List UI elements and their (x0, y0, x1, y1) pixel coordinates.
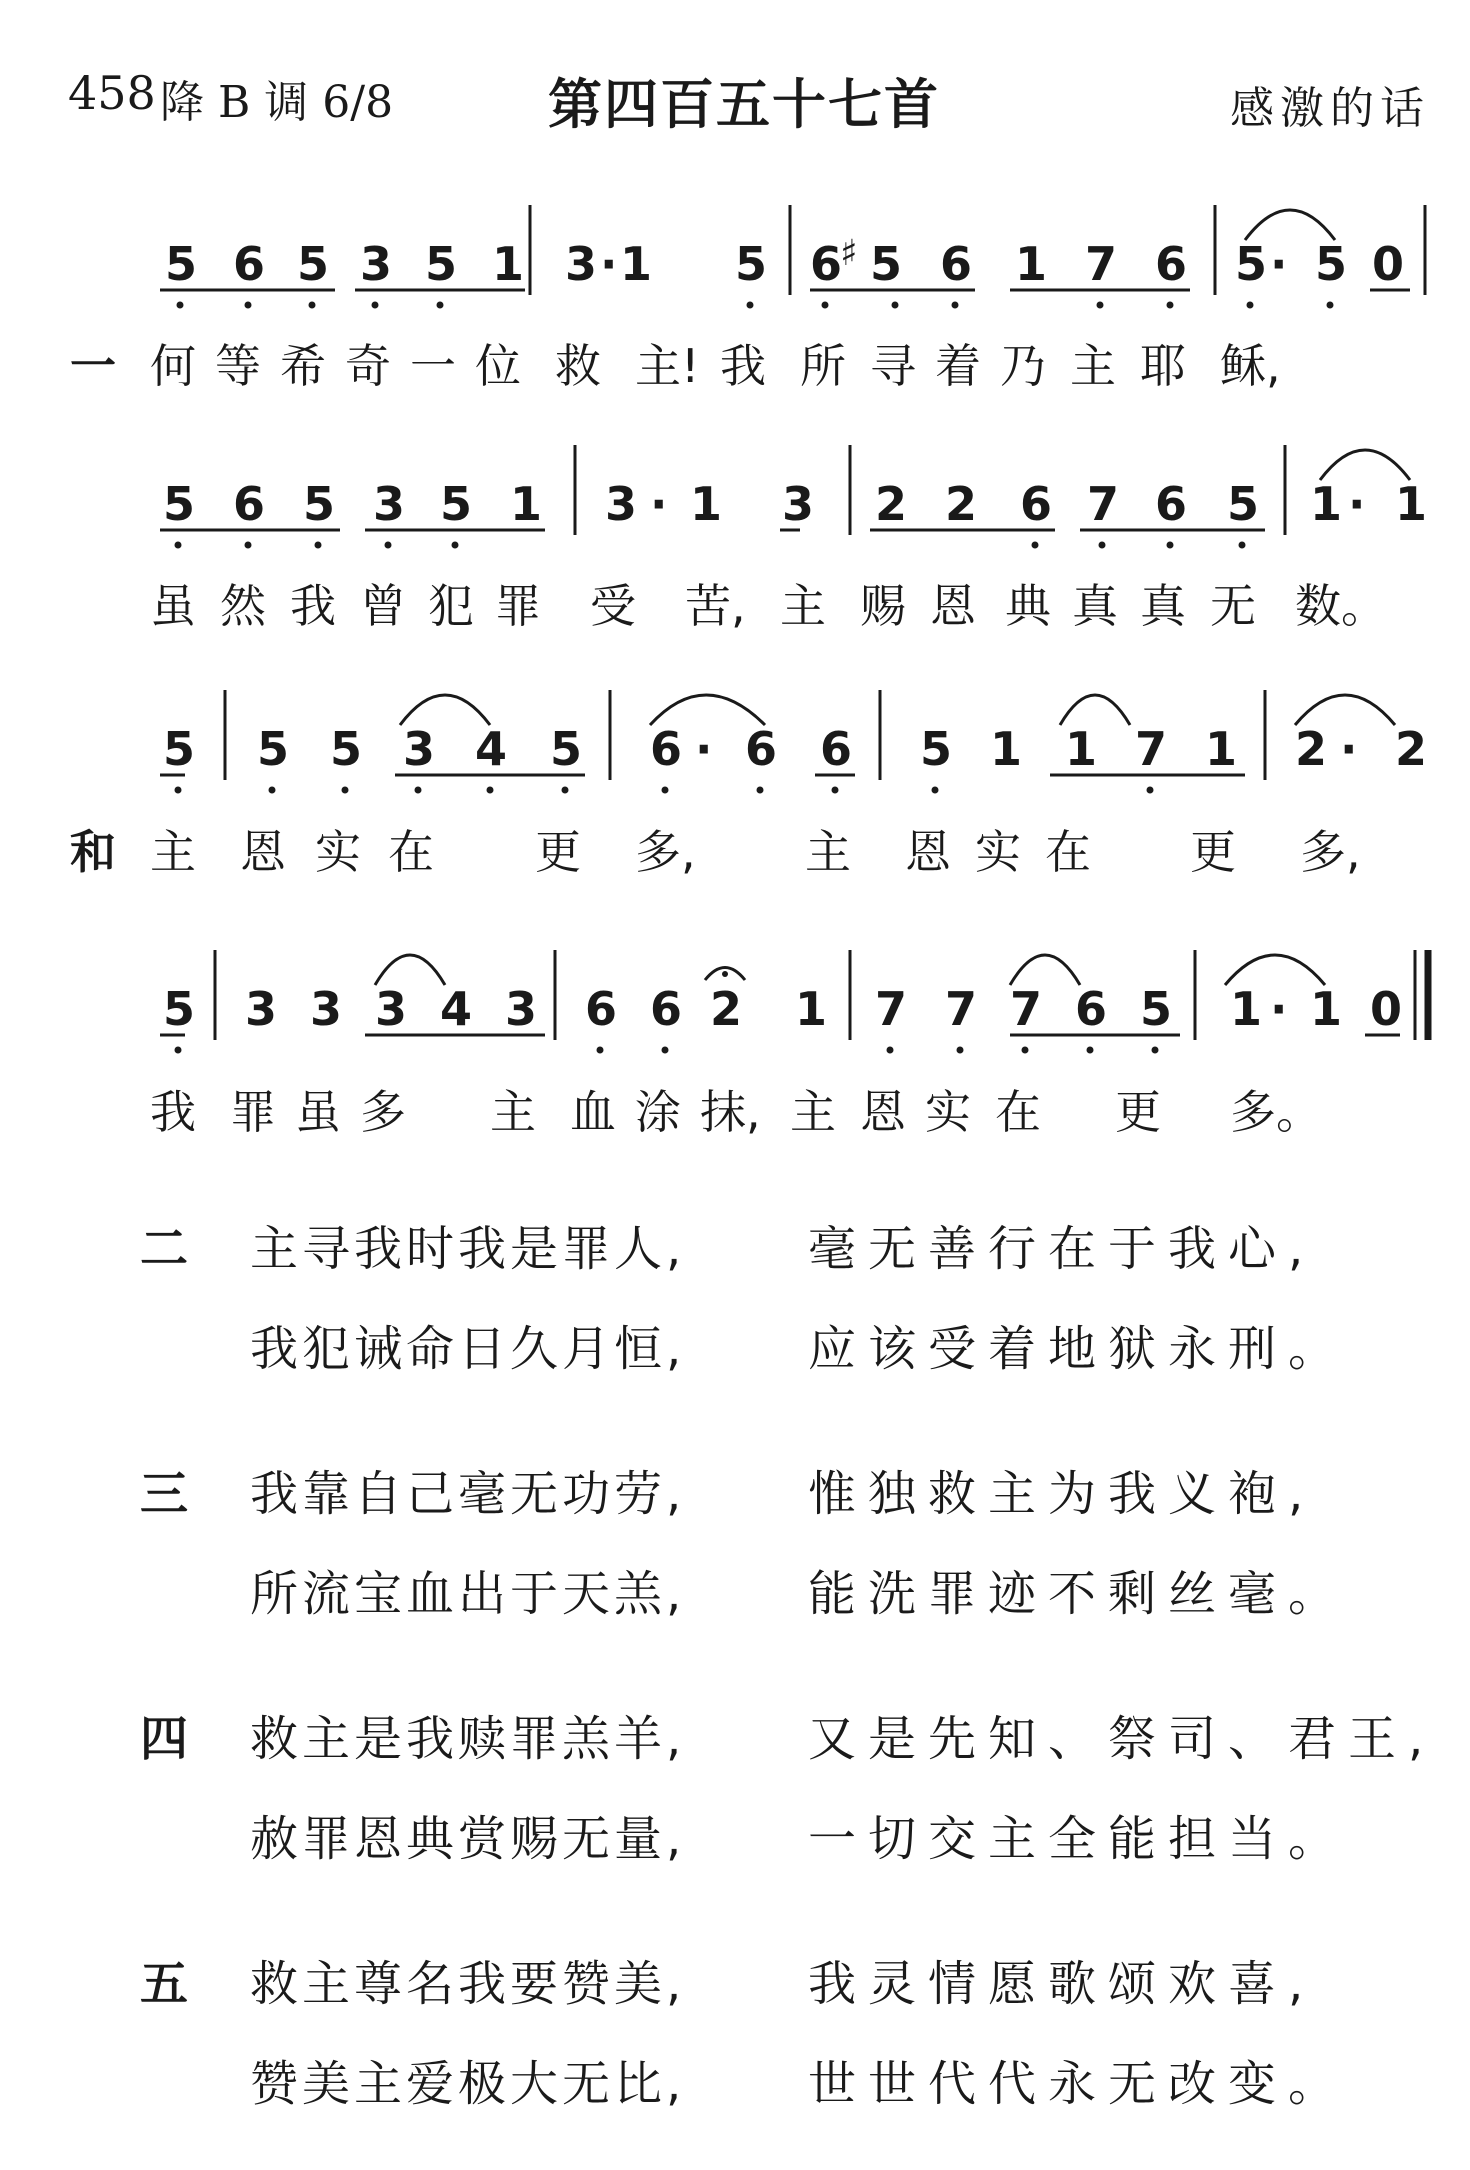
verse-text: 赞美主爱极大无比, (250, 2056, 686, 2112)
lyric: 主! (635, 339, 700, 393)
lyric: 更 (1190, 825, 1236, 879)
verse-line (0, 1700, 1470, 1770)
lyric: 抹, (700, 1085, 761, 1139)
svg-text:5: 5 (163, 722, 196, 776)
verse-line (0, 1210, 1470, 1280)
svg-text:0: 0 (1370, 982, 1403, 1036)
svg-text:6: 6 (1155, 237, 1188, 291)
svg-text:6: 6 (1155, 477, 1188, 531)
svg-text:1: 1 (1065, 722, 1098, 776)
svg-text:1: 1 (795, 982, 828, 1036)
svg-text:5: 5 (257, 722, 290, 776)
lyric: 赐 (860, 579, 906, 633)
svg-text:1: 1 (1230, 982, 1263, 1036)
lyric: 稣, (1220, 339, 1281, 393)
svg-text:2: 2 (1395, 722, 1428, 776)
lyric: 苦, (685, 579, 746, 633)
lyric: 多 (360, 1085, 406, 1139)
svg-text:5: 5 (163, 982, 196, 1036)
svg-text:1: 1 (1395, 477, 1428, 531)
svg-text:5: 5 (330, 722, 363, 776)
svg-text:3: 3 (505, 982, 538, 1036)
verse-text: 能洗罪迹不剩丝毫。 (808, 1566, 1349, 1622)
lyric: 恩 (240, 825, 286, 879)
svg-text:3: 3 (403, 722, 436, 776)
verse-text: 我灵情愿歌颂欢喜, (808, 1956, 1316, 2012)
verse-label: 一 (70, 339, 116, 393)
svg-text:6: 6 (810, 237, 843, 291)
svg-text:1: 1 (1310, 477, 1343, 531)
svg-text:6: 6 (650, 722, 683, 776)
key-signature: 降 B 调 6/8 (160, 77, 394, 128)
lyric: 乃 (1000, 339, 1046, 393)
svg-text:6: 6 (1075, 982, 1108, 1036)
hymn-category: 感激的话 (1230, 83, 1430, 134)
verse-number: 三 (140, 1466, 189, 1522)
svg-text:7: 7 (1010, 982, 1043, 1036)
lyric: 涂 (635, 1085, 681, 1139)
verse-text: 所流宝血出于天羔, (250, 1566, 686, 1622)
lyric: 犯 (428, 579, 474, 633)
svg-text:3: 3 (360, 237, 393, 291)
verse-text: 救主尊名我要赞美, (250, 1956, 686, 2012)
svg-text:5: 5 (1235, 237, 1268, 291)
svg-text:6: 6 (820, 722, 853, 776)
verse-text: 一切交主全能担当。 (808, 1811, 1349, 1867)
svg-text:3: 3 (782, 477, 815, 531)
verse-line (0, 1555, 1470, 1625)
svg-text:4: 4 (475, 722, 508, 776)
svg-text:6: 6 (233, 237, 266, 291)
svg-text:7: 7 (1087, 477, 1120, 531)
lyric: 一 (410, 339, 456, 393)
lyric: 救 (555, 339, 601, 393)
svg-text:♯: ♯ (840, 233, 858, 274)
lyric: 然 (220, 579, 266, 633)
svg-text:6: 6 (585, 982, 618, 1036)
verse-text: 惟独救主为我义袍, (808, 1466, 1316, 1522)
lyric: 真 (1140, 579, 1186, 633)
verse-line (0, 2045, 1470, 2115)
lyric: 所 (800, 339, 846, 393)
lyric: 我 (290, 579, 336, 633)
lyric: 在 (1045, 825, 1091, 879)
lyric: 耶 (1140, 339, 1186, 393)
svg-text:5: 5 (440, 477, 473, 531)
lyric: 罪 (230, 1085, 276, 1139)
svg-text:5: 5 (303, 477, 336, 531)
svg-text:1: 1 (990, 722, 1023, 776)
verse-text: 世世代代永无改变。 (808, 2056, 1349, 2112)
svg-text:6: 6 (233, 477, 266, 531)
lyric: 主 (805, 825, 851, 879)
lyric: 恩 (860, 1085, 906, 1139)
svg-text:5: 5 (425, 237, 458, 291)
lyric: 在 (995, 1085, 1041, 1139)
svg-text:·: · (1348, 477, 1366, 531)
svg-text:2: 2 (875, 477, 908, 531)
svg-text:6: 6 (745, 722, 778, 776)
lyric: 典 (1005, 579, 1051, 633)
svg-text:1: 1 (1310, 982, 1343, 1036)
verse-text: 毫无善行在于我心, (808, 1221, 1316, 1277)
verse-line (0, 1945, 1470, 2015)
lyric: 奇 (345, 339, 391, 393)
svg-text:0: 0 (1372, 237, 1405, 291)
hymn-title: 第四百五十七首 (548, 73, 940, 136)
svg-text:7: 7 (1085, 237, 1118, 291)
hymn-number: 458 (68, 66, 156, 120)
verse-number: 四 (140, 1711, 189, 1767)
verse-line (0, 1455, 1470, 1525)
lyric: 恩 (930, 579, 976, 633)
verse-text: 救主是我赎罪羔羊, (250, 1711, 686, 1767)
verse-line (0, 1310, 1470, 1380)
lyric: 希 (280, 339, 326, 393)
svg-text:1: 1 (1015, 237, 1048, 291)
verse-text: 主寻我时我是罪人, (250, 1221, 686, 1277)
lyric: 实 (925, 1085, 971, 1139)
lyric: 何 (150, 339, 196, 393)
lyric: 位 (475, 339, 521, 393)
verse-text: 我靠自己毫无功劳, (250, 1466, 686, 1522)
svg-text:2: 2 (945, 477, 978, 531)
svg-text:3: 3 (373, 477, 406, 531)
svg-text:5: 5 (735, 237, 768, 291)
lyric: 无 (1210, 579, 1256, 633)
lyric: 恩 (905, 825, 951, 879)
verse-number: 五 (140, 1956, 189, 2012)
svg-text:·: · (1270, 237, 1288, 291)
svg-text:·: · (650, 477, 668, 531)
lyric: 受 (590, 579, 636, 633)
lyric: 虽 (295, 1085, 341, 1139)
lyric: 数。 (1295, 579, 1387, 633)
lyric: 虽 (150, 579, 196, 633)
svg-text:3: 3 (310, 982, 343, 1036)
svg-text:5: 5 (1140, 982, 1173, 1036)
svg-text:1: 1 (492, 237, 525, 291)
svg-text:6: 6 (1020, 477, 1053, 531)
lyric: 罪 (495, 579, 541, 633)
verse-number: 二 (140, 1221, 189, 1277)
verse-text: 赦罪恩典赏赐无量, (250, 1811, 686, 1867)
svg-text:3: 3 (605, 477, 638, 531)
svg-text:1: 1 (620, 237, 653, 291)
lyric: 我 (720, 339, 766, 393)
verse-line (0, 1800, 1470, 1870)
verse-text: 我犯诫命日久月恒, (250, 1321, 686, 1377)
svg-text:3: 3 (565, 237, 598, 291)
svg-text:5: 5 (870, 237, 903, 291)
svg-text:3: 3 (375, 982, 408, 1036)
lyric: 实 (975, 825, 1021, 879)
lyric: 主 (1070, 339, 1116, 393)
svg-text:7: 7 (945, 982, 978, 1036)
svg-text:6: 6 (650, 982, 683, 1036)
svg-text:7: 7 (1135, 722, 1168, 776)
lyric: 寻 (870, 339, 916, 393)
lyric: 主 (150, 825, 196, 879)
svg-text:5: 5 (163, 477, 196, 531)
lyric: 曾 (360, 579, 406, 633)
svg-text:·: · (1270, 982, 1288, 1036)
svg-text:2: 2 (710, 982, 743, 1036)
lyric: 主 (780, 579, 826, 633)
svg-text:5: 5 (920, 722, 953, 776)
svg-text:2: 2 (1295, 722, 1328, 776)
svg-text:1: 1 (1205, 722, 1238, 776)
lyric: 等 (215, 339, 261, 393)
lyric: 更 (535, 825, 581, 879)
svg-text:·: · (695, 722, 713, 776)
lyric: 我 (150, 1085, 196, 1139)
lyric: 血 (570, 1085, 616, 1139)
verse-text: 应该受着地狱永刑。 (808, 1321, 1349, 1377)
svg-text:5: 5 (1315, 237, 1348, 291)
svg-text:3: 3 (245, 982, 278, 1036)
lyric: 多, (1300, 825, 1361, 879)
svg-text:6: 6 (940, 237, 973, 291)
svg-text:5: 5 (550, 722, 583, 776)
lyric: 更 (1115, 1085, 1161, 1139)
svg-text:5: 5 (1227, 477, 1260, 531)
lyric: 在 (388, 825, 434, 879)
lyric: 多, (635, 825, 696, 879)
svg-text:7: 7 (875, 982, 908, 1036)
svg-text:5: 5 (297, 237, 330, 291)
svg-text:1: 1 (690, 477, 723, 531)
lyric: 主 (790, 1085, 836, 1139)
svg-text:·: · (600, 237, 618, 291)
svg-text:4: 4 (440, 982, 473, 1036)
refrain-label: 和 (70, 825, 116, 879)
svg-text:5: 5 (165, 237, 198, 291)
lyric: 实 (315, 825, 361, 879)
svg-text:1: 1 (510, 477, 543, 531)
lyric: 着 (935, 339, 981, 393)
lyric: 真 (1072, 579, 1118, 633)
lyric: 多。 (1230, 1085, 1322, 1139)
lyric: 主 (490, 1085, 536, 1139)
verse-text: 又是先知、祭司、君王, (808, 1711, 1436, 1767)
svg-text:·: · (1340, 722, 1358, 776)
